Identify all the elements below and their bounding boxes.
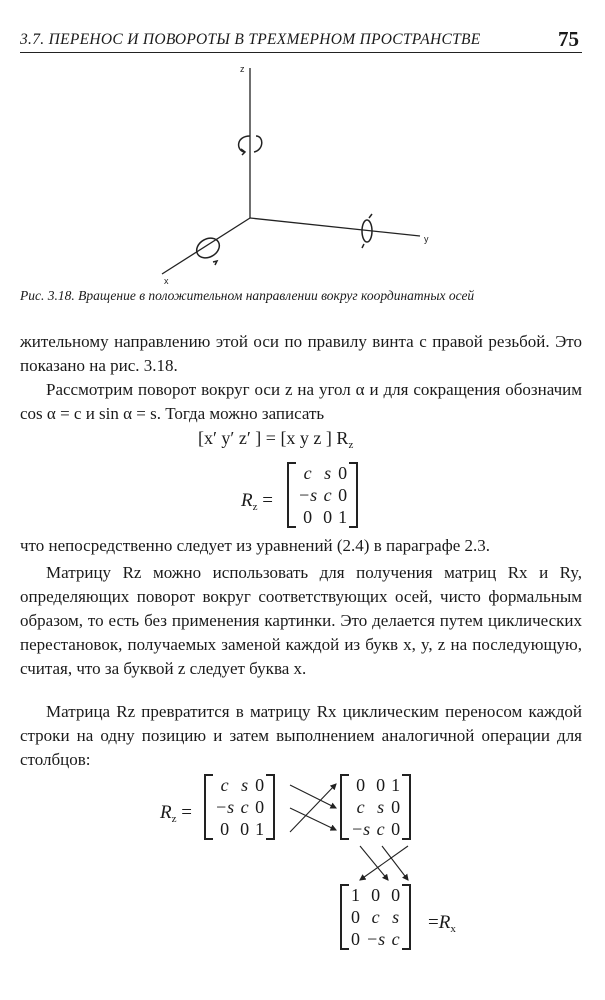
- paragraph-3: что непосредственно следует из уравнений (2.4) в параграфе 2.3.: [20, 536, 491, 555]
- paragraph-2: Рассмотрим поворот вокруг оси z на угол α и для сокращения обозначим cos α = c и sin α = s. Тогда можно записать: [20, 380, 582, 423]
- paragraph-5: Матрица Rz превратится в матрицу Rx циклическим переносом каждой строки на одну позицию и затем выполнением аналогичной операции для столбцов:: [20, 702, 582, 769]
- arrow-row2-to-row3: [290, 808, 336, 830]
- arrow-col2-to-col3: [382, 846, 408, 880]
- paragraph-1: жительному направлению этой оси по правилу винта с правой резьбой. Это показано на рис. 3.18.: [20, 332, 582, 375]
- equation-subscript: z: [348, 439, 354, 451]
- figure-caption: Рис. 3.18. Вращение в положительном направлении вокруг координатных осей: [20, 288, 475, 303]
- axis-label-x: x: [164, 276, 169, 286]
- arrow-row1-to-row2: [290, 785, 336, 808]
- equation-body: [x′ y′ z′ ] = [x y z ] R: [198, 428, 349, 448]
- rx-label: $=R_x$: [428, 912, 456, 935]
- rz-label: $R_z$ =: [241, 490, 273, 513]
- rz-matrix: c s 0 −s c 0 0 0 1: [287, 462, 358, 528]
- axis-label-y: y: [424, 234, 429, 244]
- rz-matrix-2: c s 0 −s c 0 0 0 1: [204, 774, 275, 840]
- rx-matrix: 1 0 0 0 c s 0 −s c: [340, 884, 411, 950]
- running-title: 3.7. ПЕРЕНОС И ПОВОРОТЫ В ТРЕХМЕРНОМ ПРОСТРАНСТВЕ: [20, 31, 481, 48]
- row-shifted-matrix: 0 0 1 c s 0 −s c 0: [340, 774, 411, 840]
- paragraph-4: Матрицу Rz можно использовать для получения матриц Rx и Ry, определяющих поворот вокруг соответствующих осей, чисто формальным образом, то есть без применения картинки. Это делается путем циклических перестановок, получаемых заменой каждой из букв x, y, z на последующую, считая, что за буквой z следует буква x.: [20, 563, 582, 678]
- axis-label-z: z: [240, 64, 245, 74]
- page-number: 75: [558, 27, 579, 51]
- arrow-row3-to-row1: [290, 784, 336, 832]
- rz-label-2: $R_z$ =: [160, 802, 192, 825]
